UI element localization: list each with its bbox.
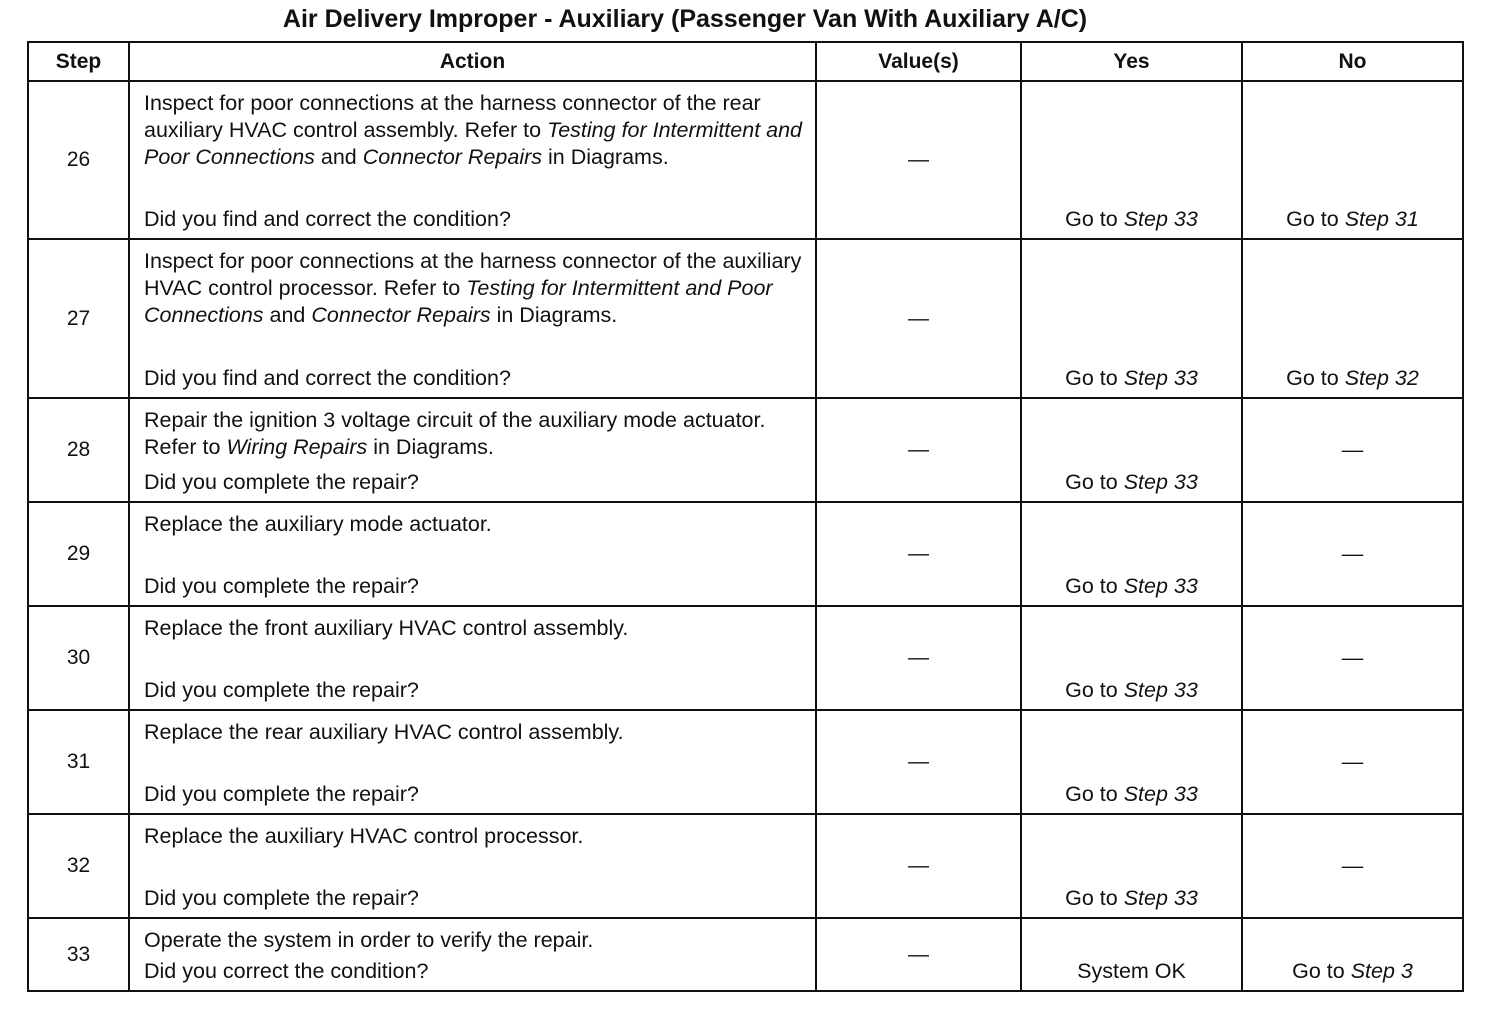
table-body [28,81,1463,991]
yes-cell [1021,710,1242,814]
reference-text: Testing for Intermittent and Poor Connections [144,118,803,169]
value-cell: — [816,918,1021,991]
yes-result [1022,678,1241,702]
text-run: Go to [1065,782,1124,806]
reference-text: Wiring Repairs [226,435,368,459]
action-cell [129,502,816,606]
text-run: and [314,145,363,169]
value-cell: — [816,398,1021,502]
text-run: Operate the system in order to verify the repair. [144,928,594,952]
reference-text: Step 31 [1344,207,1419,231]
reference-text: Step 33 [1123,782,1198,806]
text-run: Go to [1065,678,1124,702]
table-row [28,81,1463,239]
yes-cell [1021,814,1242,918]
action-cell [129,814,816,918]
reference-text: Step 33 [1123,678,1198,702]
no-result: — [1341,749,1364,774]
text-run: Go to [1065,207,1124,231]
no-cell [1242,502,1463,606]
text-run: in Diagrams. [490,303,618,327]
text-run: Go to [1286,207,1345,231]
action-question: Did you complete the repair? [144,574,419,598]
text-run: Replace the front auxiliary HVAC control assembly. [144,616,629,640]
no-cell [1242,814,1463,918]
action-instruction [130,815,815,850]
header-step: Step [28,42,129,81]
diagnostic-table [27,41,1464,992]
action-question: Did you find and correct the condition? [144,207,511,231]
no-result: — [1341,437,1364,462]
action-cell [129,398,816,502]
text-run: Inspect for poor connections at the harness connector of the auxiliary HVAC control processor. Refer to [144,249,802,300]
table-row [28,398,1463,502]
action-instruction [130,607,815,642]
yes-result [1022,782,1241,806]
action-cell [129,81,816,239]
action-cell [129,918,816,991]
no-cell [1242,710,1463,814]
text-run: Replace the rear auxiliary HVAC control assembly. [144,720,624,744]
yes-cell [1021,918,1242,991]
value-cell: — [816,814,1021,918]
reference-text: Connector Repairs [311,303,491,327]
action-question: Did you complete the repair? [144,886,419,910]
action-question: Did you complete the repair? [144,782,419,806]
table-row [28,502,1463,606]
no-result: — [1341,853,1364,878]
reference-text: Step 33 [1123,207,1198,231]
text-run: Go to [1065,886,1124,910]
text-run: and [263,303,312,327]
reference-text: Connector Repairs [362,145,543,169]
value-cell: — [816,502,1021,606]
no-cell [1242,81,1463,239]
value-cell: — [816,81,1021,239]
text-run: in Diagrams. [367,435,494,459]
text-run: Inspect for poor connections at the harness connector of the rear auxiliary HVAC control assembly. Refer to [144,91,761,142]
text-run: Go to [1292,959,1351,983]
header-action: Action [129,42,816,81]
no-result: — [1341,645,1364,670]
yes-result [1022,366,1241,390]
step-number: 26 [28,81,129,239]
value-cell: — [816,710,1021,814]
action-instruction [130,240,815,329]
no-cell [1242,398,1463,502]
text-run: Go to [1065,574,1124,598]
action-instruction [130,82,815,171]
step-number: 30 [28,606,129,710]
table-row [28,814,1463,918]
yes-result [1022,207,1241,231]
step-number: 28 [28,398,129,502]
text-run: Replace the auxiliary HVAC control processor. [144,824,584,848]
reference-text: Step 33 [1123,886,1198,910]
action-instruction [130,711,815,746]
no-result [1243,959,1462,983]
yes-cell [1021,239,1242,398]
yes-cell [1021,398,1242,502]
reference-text: Step 33 [1123,574,1198,598]
text-run: in Diagrams. [542,145,669,169]
step-number: 29 [28,502,129,606]
yes-result [1022,886,1241,910]
reference-text: Step 3 [1350,959,1413,983]
table-row [28,606,1463,710]
text-run: Go to [1065,366,1124,390]
yes-result [1022,959,1241,983]
reference-text: Step 33 [1123,366,1198,390]
action-cell [129,239,816,398]
action-instruction [130,919,815,954]
table-header-row [28,42,1463,81]
text-run: Repair the ignition 3 voltage circuit of the auxiliary mode actuator. Refer to [144,408,766,459]
reference-text: Step 32 [1344,366,1419,390]
value-cell: — [816,606,1021,710]
action-question: Did you correct the condition? [144,959,429,983]
text-run: System OK [1077,959,1186,983]
action-cell [129,710,816,814]
header-yes: Yes [1021,42,1242,81]
text-run: Go to [1065,470,1124,494]
yes-result [1022,470,1241,494]
page-title: Air Delivery Improper - Auxiliary (Passenger Van With Auxiliary A/C) [282,5,1088,33]
reference-text: Testing for Intermittent and Poor Connections [144,276,773,327]
step-number: 31 [28,710,129,814]
no-result: — [1341,541,1364,566]
text-run: Go to [1286,366,1345,390]
table-row [28,239,1463,398]
table-row [28,710,1463,814]
step-number: 33 [28,918,129,991]
yes-cell [1021,502,1242,606]
no-result [1243,207,1462,231]
no-cell [1242,606,1463,710]
action-question: Did you complete the repair? [144,470,419,494]
step-number: 27 [28,239,129,398]
yes-cell [1021,606,1242,710]
no-cell [1242,918,1463,991]
yes-cell [1021,81,1242,239]
value-cell: — [816,239,1021,398]
text-run: Replace the auxiliary mode actuator. [144,512,492,536]
reference-text: Step 33 [1123,470,1198,494]
no-result [1243,366,1462,390]
action-question: Did you complete the repair? [144,678,419,702]
action-question: Did you find and correct the condition? [144,366,511,390]
action-instruction [130,399,815,461]
action-instruction [130,503,815,538]
step-number: 32 [28,814,129,918]
header-values: Value(s) [816,42,1021,81]
table-row [28,918,1463,991]
yes-result [1022,574,1241,598]
no-cell [1242,239,1463,398]
header-no: No [1242,42,1463,81]
action-cell [129,606,816,710]
